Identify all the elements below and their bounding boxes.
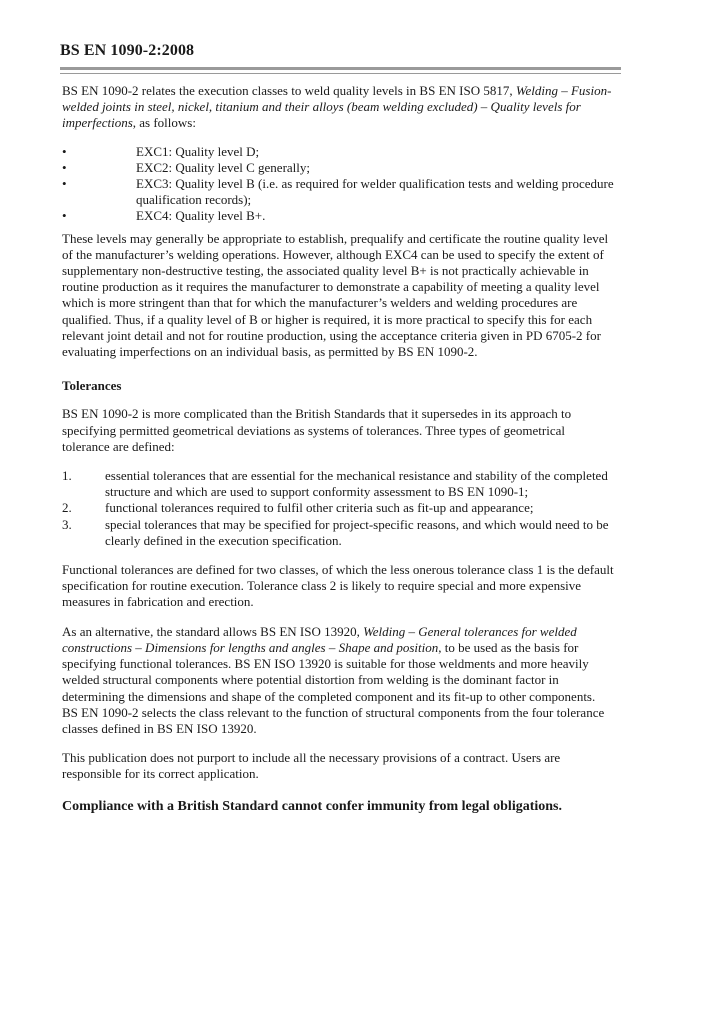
intro-paragraph <box>62 83 614 132</box>
list-item-text: EXC3: Quality level B (i.e. as required for welder qualification tests and welding procedure qualification records); <box>136 176 614 208</box>
quality-levels-paragraph: These levels may generally be appropriate to establish, prequalify and certificate the routine quality level of the manufacturer’s welding operations. However, although EXC4 can be used to specify the extent of supplementary non-destructive testing, the associated quality level B+ is not practically achievable in routine production as it requires the manufacturer to demonstrate a capability of meeting a quality level which is more stringent than that for which the manufacturer’s welders and welding procedures are qualified. Thus, if a quality level of B or higher is required, it is more practical to specify this for each relevant joint detail and not for routine production, using the acceptance criteria given in PD 6705-2 for evaluating imperfections on an individual basis, as permitted by BS EN 1090-2. <box>62 230 609 360</box>
alternative-standard-paragraph <box>62 624 614 737</box>
list-item <box>62 144 614 160</box>
list-item <box>62 517 614 549</box>
list-item <box>62 208 614 224</box>
tolerances-intro-paragraph: BS EN 1090-2 is more complicated than the British Standards that it supersedes in its approach to specifying permitted geometrical deviations as systems of tolerances. Three types of geometrical tolerance are defined: <box>62 406 572 454</box>
tolerances-heading: Tolerances <box>62 378 122 394</box>
list-item-text: special tolerances that may be specified for project-specific reasons, and which would need to be clearly defined in the execution specification. <box>105 516 609 548</box>
list-number: 3. <box>62 516 72 532</box>
bullet-marker: • <box>62 176 67 192</box>
list-item <box>62 468 614 500</box>
intro-text-1: BS EN 1090-2 relates the execution classes to weld quality levels in BS EN ISO 5817, <box>62 83 516 98</box>
list-item-text: EXC2: Quality level C generally; <box>136 159 311 175</box>
list-item-text: essential tolerances that are essential for the mechanical resistance and stability of the completed structure and which are used to support conformity assessment to BS EN 1090-1; <box>105 468 608 500</box>
list-item-text: functional tolerances required to fulfil other criteria such as fit-up and appearance; <box>105 500 534 516</box>
bullet-marker: • <box>62 208 67 224</box>
functional-tolerances-paragraph: Functional tolerances are defined for two classes, of which the less onerous tolerance class 1 is the default specification for routine execution. Tolerance class 2 is likely to require special and more expensive measures in fabrication and erection. <box>62 562 614 610</box>
alternative-text-1: As an alternative, the standard allows BS EN ISO 13920, <box>62 623 364 639</box>
alternative-standard-title: Welding – General tolerances for welded constructions – Dimensions for lengths and angles – Shape and position <box>62 623 577 655</box>
bullet-marker: • <box>62 143 67 159</box>
document-header-title: BS EN 1090-2:2008 <box>60 42 195 59</box>
list-item-text: EXC4: Quality level B+. <box>136 208 266 224</box>
bullet-marker: • <box>62 159 67 175</box>
alternative-text-3: , to be used as the basis for specifying functional tolerances. BS EN ISO 13920 is suitable for those weldments and more heavily welded structural components where potential distortion from welding is the dominant factor in determining the dimensions and shape of the completed component and its fit-up to other components. BS EN 1090-2 selects the class relevant to the function of structural components from the four tolerance classes defined in BS EN ISO 13920. <box>62 639 605 736</box>
header-rule-thick <box>60 67 621 70</box>
list-item <box>62 160 614 176</box>
tolerance-types-list <box>62 468 614 549</box>
list-number: 2. <box>62 500 72 516</box>
document-body <box>62 83 614 815</box>
list-number: 1. <box>62 468 72 484</box>
list-item-text: EXC1: Quality level D; <box>136 143 260 159</box>
intro-standard-title: Welding – Fusion-welded joints in steel, nickel, titanium and their alloys (beam welding excluded) – Quality levels for imperfections <box>62 83 612 131</box>
header-rule-thin <box>60 73 621 74</box>
compliance-statement: Compliance with a British Standard cannot confer immunity from legal obligations. <box>62 798 563 814</box>
list-item <box>62 500 614 516</box>
intro-text-3: , as follows: <box>132 115 196 131</box>
list-item <box>62 176 614 208</box>
quality-level-list <box>62 144 614 225</box>
disclaimer-paragraph: This publication does not purport to include all the necessary provisions of a contract. Users are responsible for its correct application. <box>62 750 561 782</box>
